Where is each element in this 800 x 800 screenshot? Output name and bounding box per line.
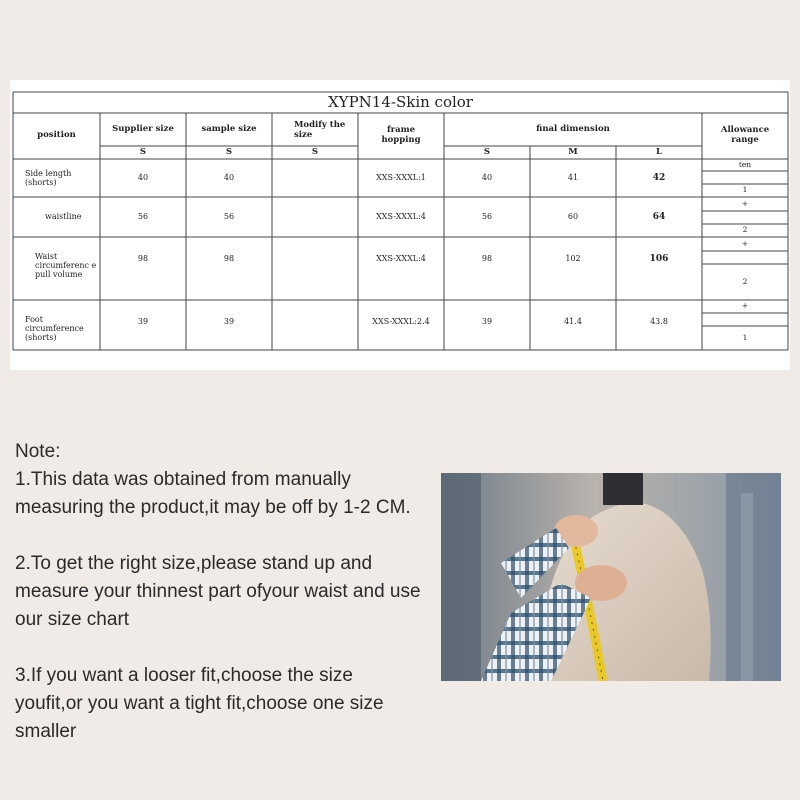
row3-position: Waist circumferenc e pull volume xyxy=(35,252,97,280)
row2-sample: 56 xyxy=(223,212,235,222)
note-item-2: 2.To get the right size,please stand up and measure your thinnest part ofyour waist and use our size chart xyxy=(15,553,421,630)
row4-supplier: 39 xyxy=(137,317,149,326)
row1-supplier: 40 xyxy=(137,173,149,183)
size-chart xyxy=(10,80,790,370)
subheader-final-l: L xyxy=(656,146,662,157)
row1-final-m: 41 xyxy=(567,173,579,183)
row3-supplier: 98 xyxy=(137,254,149,263)
row1-position: Side length (shorts) xyxy=(25,168,72,187)
row2-allowance-top: + xyxy=(741,198,749,208)
header-sample-size: sample size xyxy=(201,123,257,134)
row3-final-s: 98 xyxy=(481,254,493,263)
header-allowance-range: Allowance range xyxy=(720,125,770,145)
row3-allowance-bot: 2 xyxy=(742,276,748,286)
header-position: position xyxy=(37,130,76,141)
row3-final-m: 102 xyxy=(565,254,581,263)
row1-allowance-bot: 1 xyxy=(742,185,748,195)
row4-modify xyxy=(272,317,358,337)
row2-modify xyxy=(272,197,358,237)
measuring-illustration xyxy=(441,473,781,681)
header-modify-size: Modify the size xyxy=(294,120,346,140)
subheader-modify-s: S xyxy=(311,146,319,157)
row3-modify xyxy=(272,254,358,274)
row2-frame: XXS-XXXL:4 xyxy=(376,212,426,222)
row3-allowance-top: + xyxy=(741,238,749,248)
subheader-final-s: S xyxy=(483,146,491,157)
row2-final-s: 56 xyxy=(481,212,493,222)
notes-section xyxy=(15,438,425,746)
row4-allowance-mid xyxy=(702,313,788,326)
row1-frame: XXS-XXXL:1 xyxy=(376,173,426,183)
row2-allowance-bot: 2 xyxy=(742,225,748,235)
row1-allowance-top: ten xyxy=(738,159,752,169)
row2-supplier: 56 xyxy=(137,212,149,222)
header-final-dimension: final dimension xyxy=(536,123,610,134)
row3-allowance-mid xyxy=(702,251,788,264)
row4-position: Foot circumference (shorts) xyxy=(25,315,84,343)
row2-position: waistline xyxy=(45,212,82,222)
subheader-sample-s: S xyxy=(225,146,233,157)
row4-allowance-bot: 1 xyxy=(742,332,748,342)
header-supplier-size: Supplier size xyxy=(112,123,174,134)
row4-sample: 39 xyxy=(223,317,235,326)
row1-allowance-mid xyxy=(702,171,788,184)
row2-final-m: 60 xyxy=(567,212,579,222)
row4-final-m: 41.4 xyxy=(564,317,582,326)
table-title: XYPN14-Skin color xyxy=(328,92,473,111)
row3-sample: 98 xyxy=(223,254,235,263)
row3-frame: XXS-XXXL:4 xyxy=(376,254,426,263)
subheader-final-m: M xyxy=(568,146,578,157)
row4-final-l: 43.8 xyxy=(650,317,668,326)
row4-final-s: 39 xyxy=(481,317,493,326)
row1-modify xyxy=(272,159,358,197)
note-item-1: 1.This data was obtained from manually measuring the product,it may be off by 1-2 CM. xyxy=(15,469,411,518)
row4-allowance-top: + xyxy=(741,301,749,311)
notes-heading: Note: xyxy=(15,441,61,462)
subheader-supplier-s: S xyxy=(139,146,147,157)
row1-sample: 40 xyxy=(223,173,235,183)
row1-final-s: 40 xyxy=(481,173,493,183)
row2-final-l: 64 xyxy=(652,211,666,222)
row1-final-l: 42 xyxy=(652,172,666,183)
measuring-photo xyxy=(441,473,781,681)
row3-final-l: 106 xyxy=(649,254,669,264)
header-frame-hopping: frame hopping xyxy=(381,125,421,145)
note-item-3: 3.If you want a looser fit,choose the size youfit,or you want a tight fit,choose one size smaller xyxy=(15,665,384,742)
row4-frame: XXS-XXXL:2.4 xyxy=(372,317,430,326)
row2-allowance-mid xyxy=(702,211,788,224)
